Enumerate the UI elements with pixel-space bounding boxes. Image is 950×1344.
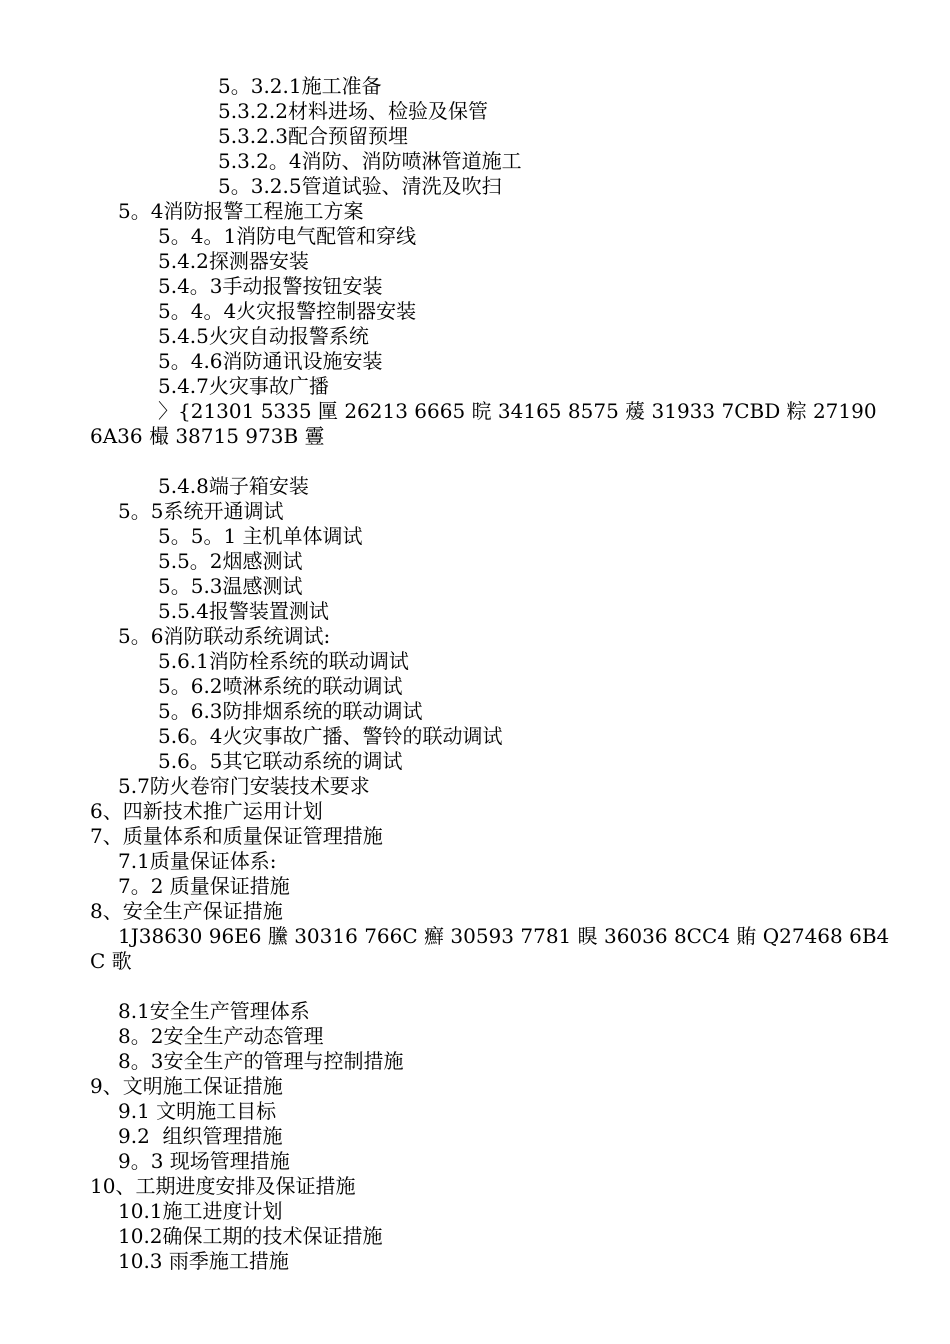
toc-entry-7: 7、质量体系和质量保证管理措施 bbox=[90, 824, 383, 848]
blank-line bbox=[90, 974, 890, 999]
toc-entry-5-5-1: 5。5。1 主机单体调试 bbox=[158, 524, 363, 548]
toc-entry-10-3: 10.3 雨季施工措施 bbox=[118, 1249, 289, 1273]
toc-entry-5-3-2-3: 5.3.2.3配合预留预埋 bbox=[218, 124, 408, 148]
toc-entry-7-2: 7。2 质量保证措施 bbox=[118, 874, 290, 898]
toc-entry-5-6-1: 5.6.1消防栓系统的联动调试 bbox=[158, 649, 409, 673]
toc-entry-5-3-2-5: 5。3.2.5管道试验、清洗及吹扫 bbox=[218, 174, 502, 198]
toc-entry-5-4-3: 5.4。3手动报警按钮安装 bbox=[158, 274, 383, 298]
toc-entry-6: 6、四新技术推广运用计划 bbox=[90, 799, 323, 823]
toc-entry-5-6-4: 5.6。4火灾事故广播、警铃的联动调试 bbox=[158, 724, 503, 748]
toc-entry-8-3: 8。3安全生产的管理与控制措施 bbox=[118, 1049, 404, 1073]
toc-entry-9-1: 9.1 文明施工目标 bbox=[118, 1099, 277, 1123]
toc-entry-8: 8、安全生产保证措施 bbox=[90, 899, 283, 923]
toc-entry-5-3-2-4: 5.3.2。4消防、消防喷淋管道施工 bbox=[218, 149, 522, 173]
toc-entry-5-4-6: 5。4.6消防通讯设施安装 bbox=[158, 349, 383, 373]
toc-entry-9-2: 9.2 组织管理措施 bbox=[118, 1124, 283, 1148]
toc-entry-7-1: 7.1质量保证体系: bbox=[118, 849, 277, 873]
toc-entry-5-6: 5。6消防联动系统调试: bbox=[118, 624, 331, 648]
toc-entry-9: 9、文明施工保证措施 bbox=[90, 1074, 283, 1098]
toc-entry-5-4-8: 5.4.8端子箱安装 bbox=[158, 474, 309, 498]
toc-entry-5-4: 5。4消防报警工程施工方案 bbox=[118, 199, 364, 223]
toc-entry-5-7: 5.7防火卷帘门安装技术要求 bbox=[118, 774, 370, 798]
toc-entry-5-5-3: 5。5.3温感测试 bbox=[158, 574, 303, 598]
toc-entry-5-4-4: 5。4。4火灾报警控制器安装 bbox=[158, 299, 417, 323]
toc-entry-5-4-7: 5.4.7火灾事故广播 bbox=[158, 374, 329, 398]
toc-entry-8-1: 8.1安全生产管理体系 bbox=[118, 999, 310, 1023]
garbled-text-block: 〉{21301 5335 匰 26213 6665 晥 34165 8575 蕿 31933 7CBD 粽 27190 6A36 樶 38715 973B 霻 bbox=[90, 399, 877, 448]
toc-entry-10-1: 10.1施工进度计划 bbox=[118, 1199, 283, 1223]
toc-entry-5-6-5: 5.6。5其它联动系统的调试 bbox=[158, 749, 403, 773]
toc-entry-10: 10、工期进度安排及保证措施 bbox=[90, 1174, 356, 1198]
toc-entry-5-4-1: 5。4。1消防电气配管和穿线 bbox=[158, 224, 417, 248]
table-of-contents bbox=[90, 74, 890, 1274]
toc-entry-5-5-4: 5.5.4报警装置测试 bbox=[158, 599, 329, 623]
toc-entry-5-6-3: 5。6.3防排烟系统的联动调试 bbox=[158, 699, 423, 723]
toc-entry-10-2: 10.2确保工期的技术保证措施 bbox=[118, 1224, 383, 1248]
garbled-text-block: 1J38630 96E6 黱 30316 766C 癬 30593 7781 瞁 36036 8CC4 賄 Q27468 6B4C 歌 bbox=[90, 924, 890, 973]
blank-line bbox=[90, 449, 890, 474]
toc-entry-5-3-2-1: 5。3.2.1施工准备 bbox=[218, 74, 382, 98]
toc-entry-5-5: 5。5系统开通调试 bbox=[118, 499, 284, 523]
toc-entry-9-3: 9。3 现场管理措施 bbox=[118, 1149, 290, 1173]
toc-entry-5-5-2: 5.5。2烟感测试 bbox=[158, 549, 303, 573]
toc-entry-5-4-2: 5.4.2探测器安装 bbox=[158, 249, 309, 273]
toc-entry-8-2: 8。2安全生产动态管理 bbox=[118, 1024, 324, 1048]
toc-entry-5-3-2-2: 5.3.2.2材料进场、检验及保管 bbox=[218, 99, 488, 123]
toc-entry-5-6-2: 5。6.2喷淋系统的联动调试 bbox=[158, 674, 403, 698]
toc-entry-5-4-5: 5.4.5火灾自动报警系统 bbox=[158, 324, 369, 348]
